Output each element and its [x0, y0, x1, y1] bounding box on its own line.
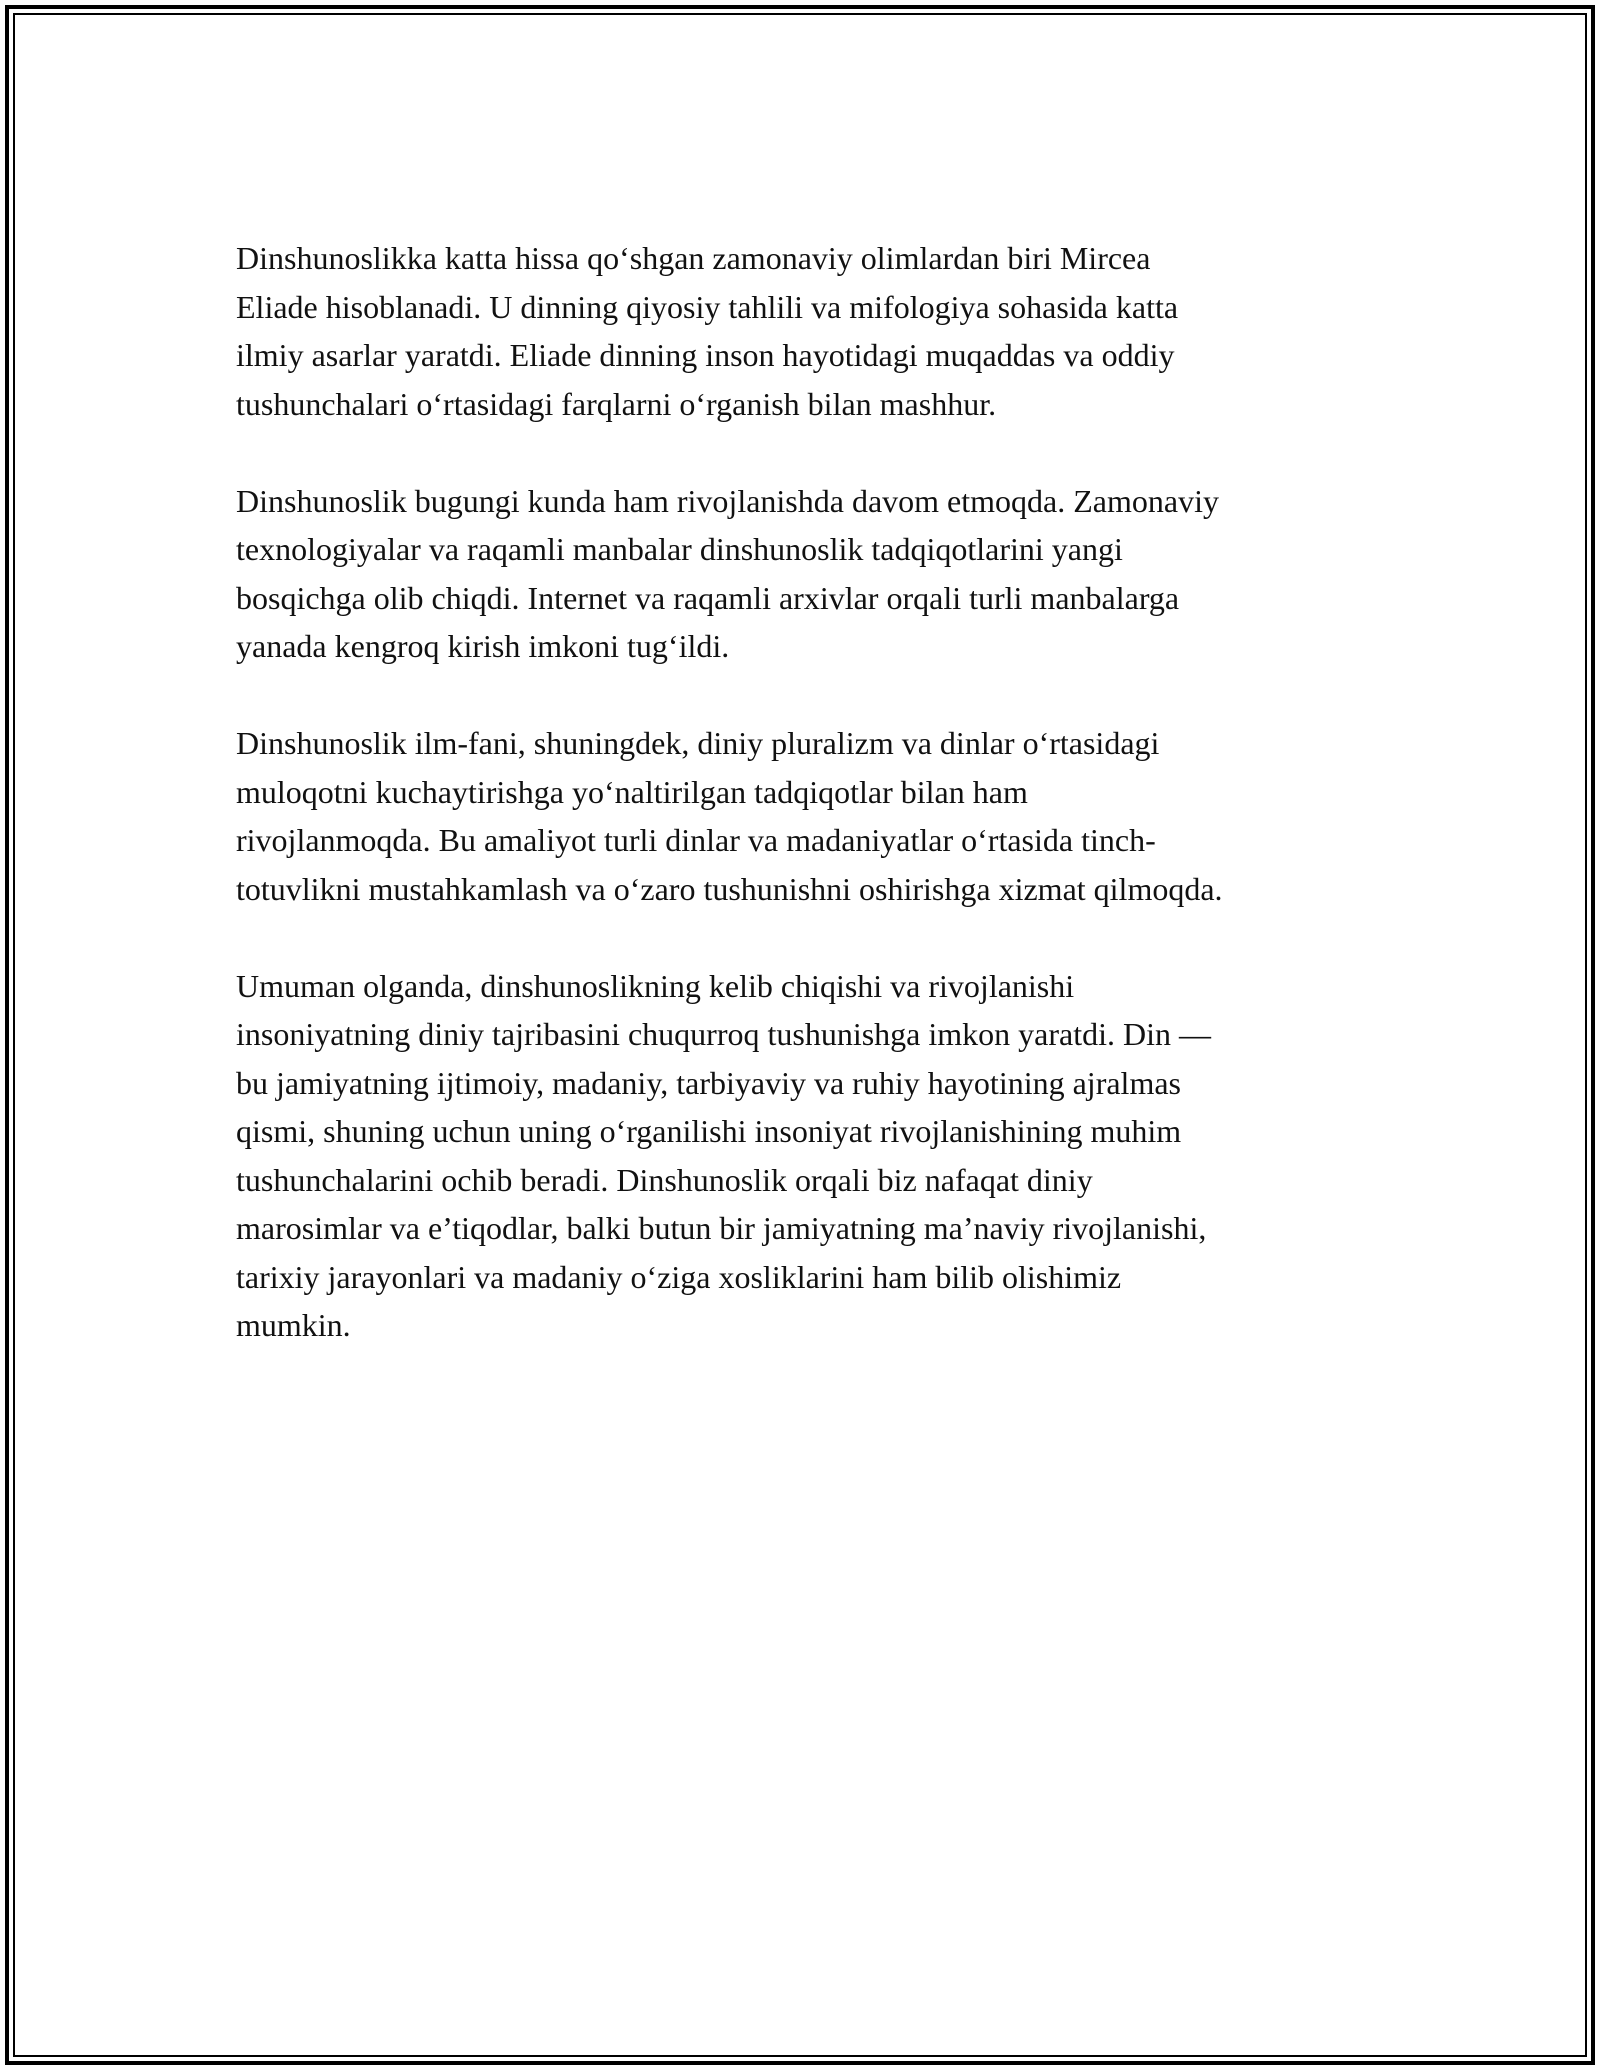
- paragraph-eliade: Dinshunoslikka katta hissa qo‘shgan zamonaviy olimlardan biri Mircea Eliade hisoblanadi. U dinning qiyosiy tahlili va mifologiya sohasida katta ilmiy asarlar yaratdi. Eliade dinning inson hayotidagi muqaddas va oddiy tushunchalari o‘rtasidagi farqlarni o‘rganish bilan mashhur.: [236, 240, 1179, 422]
- paragraph-conclusion: Umuman olganda, dinshunoslikning kelib chiqishi va rivojlanishi insoniyatning diniy tajribasini chuqurroq tushunishga imkon yaratdi. Din — bu jamiyatning ijtimoiy, madaniy, tarbiyaviy va ruhiy hayotining ajralmas qismi, shuning uchun uning o‘rganilishi insoniyat rivojlanishining muhim tushunchalarini ochib beradi. Dinshunoslik orqali biz nafaqat diniy marosimlar va e’tiqodlar, balki butun bir jamiyatning ma’naviy rivojlanishi, tarixiy jarayonlari va madaniy o‘ziga xosliklarini ham bilib olishimiz mumkin.: [236, 967, 1211, 1343]
- paragraph-modern-development: Dinshunoslik bugungi kunda ham rivojlanishda davom etmoqda. Zamonaviy texnologiyalar va raqamli manbalar dinshunoslik tadqiqotlarini yangi bosqichga olib chiqdi. Internet va raqamli arxivlar orqali turli manbalarga yanada kengroq kirish imkoni tug‘ildi.: [236, 482, 1219, 664]
- document-body: [236, 234, 1376, 1398]
- paragraph-pluralism: Dinshunoslik ilm-fani, shuningdek, diniy pluralizm va dinlar o‘rtasidagi muloqotni kuchaytirishga yo‘naltirilgan tadqiqotlar bilan ham rivojlanmoqda. Bu amaliyot turli dinlar va madaniyatlar o‘rtasida tinch- totuvlikni mustahkamlash va o‘zaro tushunishni oshirishga xizmat qilmoqda.: [236, 725, 1223, 907]
